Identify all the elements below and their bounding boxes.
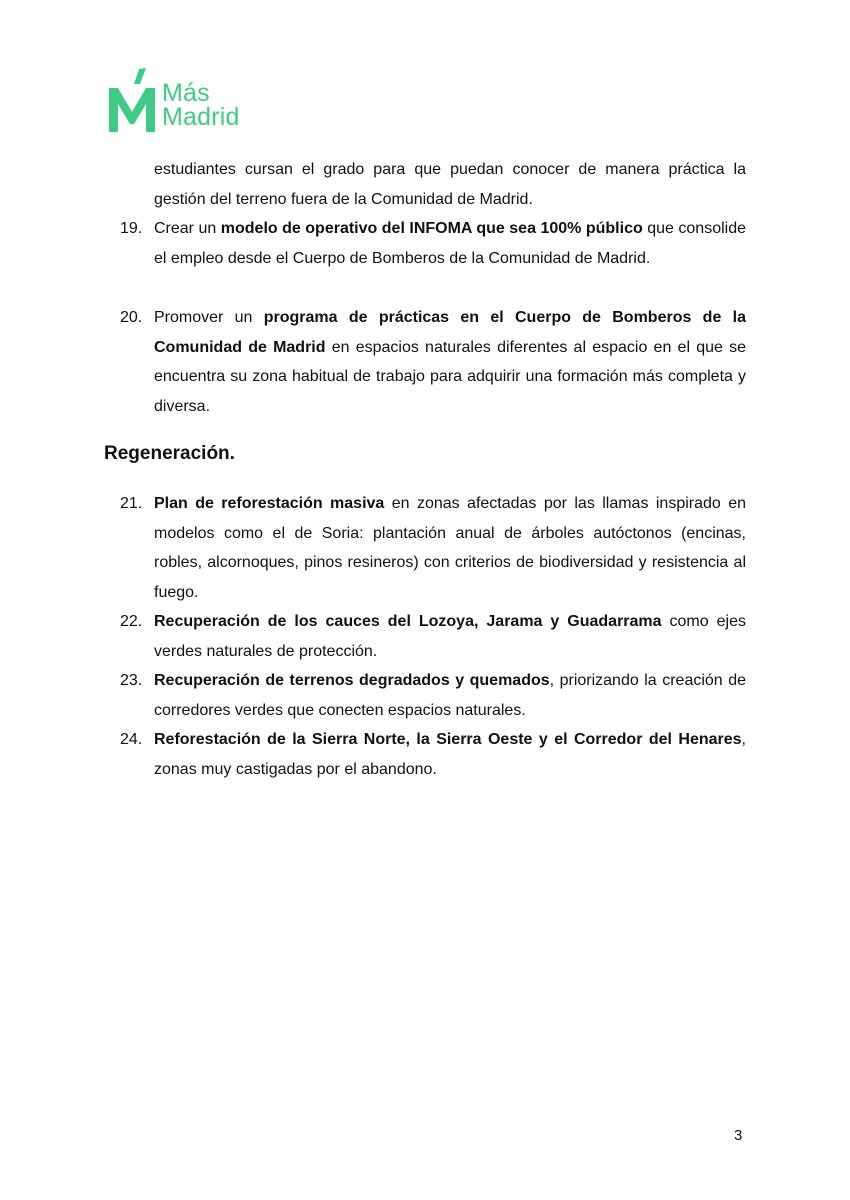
item-text-bold: programa de prácticas en el Cuerpo de Bomberos de la Comunidad de Madrid [154, 309, 746, 356]
list-item [120, 666, 746, 725]
item-text-post: que consolide el empleo desde el Cuerpo de Bomberos de la Comunidad de Madrid. [154, 220, 747, 267]
continuation-paragraph: estudiantes cursan el grado para que puedan conocer de manera práctica la gestión del terreno fuera de la Comunidad de Madrid. [154, 161, 746, 208]
item-text-bold: Reforestación de la Sierra Norte, la Sierra Oeste y el Corredor del Henares [154, 731, 742, 748]
list-item [120, 489, 746, 607]
item-text-bold: Recuperación de terrenos degradados y quemados [154, 672, 550, 689]
section-heading: Regeneración. [104, 443, 235, 464]
item-number: 23. [120, 672, 143, 689]
mas-madrid-m-mark-icon [106, 68, 158, 134]
mas-madrid-logo [106, 68, 266, 138]
item-number: 22. [120, 613, 143, 630]
item-text-post: , zonas muy castigadas por el abandono. [154, 731, 746, 778]
item-text-post: en zonas afectadas por las llamas inspirado en modelos como el de Soria: plantación anual de árboles autóctonos (encinas, robles, alcornoques, pinos resineros) con criterios de biodiversidad y resistencia al fuego. [154, 495, 746, 601]
list-item [120, 725, 746, 784]
page-number: 3 [734, 1127, 743, 1144]
item-text-post: , priorizando la creación de corredores verdes que conecten espacios naturales. [154, 672, 746, 719]
item-text-bold: Recuperación de los cauces del Lozoya, Jarama y Guadarrama [154, 613, 662, 630]
list-item [120, 303, 746, 421]
logo-wordmark [162, 81, 240, 129]
logo-line-2: Madrid [162, 103, 240, 131]
item-number: 20. [120, 309, 143, 326]
list-item [120, 214, 747, 273]
logo-line-1: Más [162, 79, 210, 107]
item-number: 21. [120, 495, 143, 512]
item-number: 24. [120, 731, 143, 748]
item-text-bold: modelo de operativo del INFOMA que sea 100% público [220, 220, 643, 237]
list-item [120, 607, 746, 666]
item-text-post: como ejes verdes naturales de protección. [154, 613, 746, 660]
item-text-bold: Plan de reforestación masiva [154, 495, 385, 512]
item-text-pre: Crear un [154, 220, 221, 237]
item-number: 19. [120, 220, 143, 237]
item-text-pre: Promover un [154, 309, 264, 326]
item-text-post: en espacios naturales diferentes al espacio en el que se encuentra su zona habitual de trabajo para adquirir una formación más completa y diversa. [154, 338, 746, 415]
